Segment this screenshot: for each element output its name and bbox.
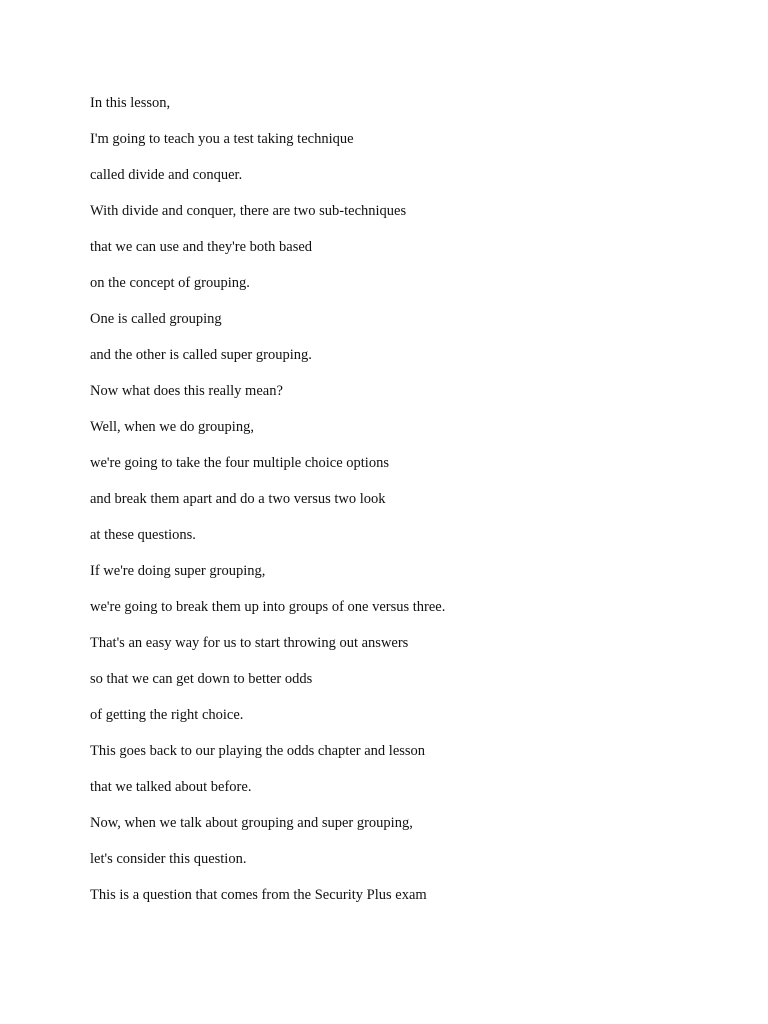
text-line: let's consider this question. (90, 851, 247, 867)
text-line: at these questions. (90, 527, 196, 543)
text-line: This goes back to our playing the odds chapter and lesson (90, 743, 426, 759)
text-line: and the other is called super grouping. (90, 347, 312, 363)
text-line: If we're doing super grouping, (90, 563, 266, 579)
text-line: we're going to take the four multiple choice options (90, 455, 389, 471)
text-line: on the concept of grouping. (90, 275, 250, 291)
text-line: we're going to break them up into groups of one versus three. (90, 599, 446, 615)
text-line: Now, when we talk about grouping and super grouping, (90, 815, 413, 831)
text-line: and break them apart and do a two versus two look (90, 491, 386, 507)
text-line: called divide and conquer. (90, 167, 243, 183)
text-line: of getting the right choice. (90, 707, 244, 723)
text-line: This is a question that comes from the Security Plus exam (90, 887, 427, 903)
text-line: that we talked about before. (90, 779, 252, 795)
text-line: One is called grouping (90, 311, 222, 327)
text-line: Well, when we do grouping, (90, 419, 254, 435)
text-line: Now what does this really mean? (90, 383, 283, 399)
text-line: With divide and conquer, there are two sub-techniques (90, 203, 407, 219)
transcript-body (90, 90, 730, 918)
text-line: that we can use and they're both based (90, 239, 313, 255)
text-line: so that we can get down to better odds (90, 671, 313, 687)
text-line: That's an easy way for us to start throwing out answers (90, 635, 409, 651)
text-line: In this lesson, (90, 95, 171, 111)
text-line: I'm going to teach you a test taking technique (90, 131, 354, 147)
